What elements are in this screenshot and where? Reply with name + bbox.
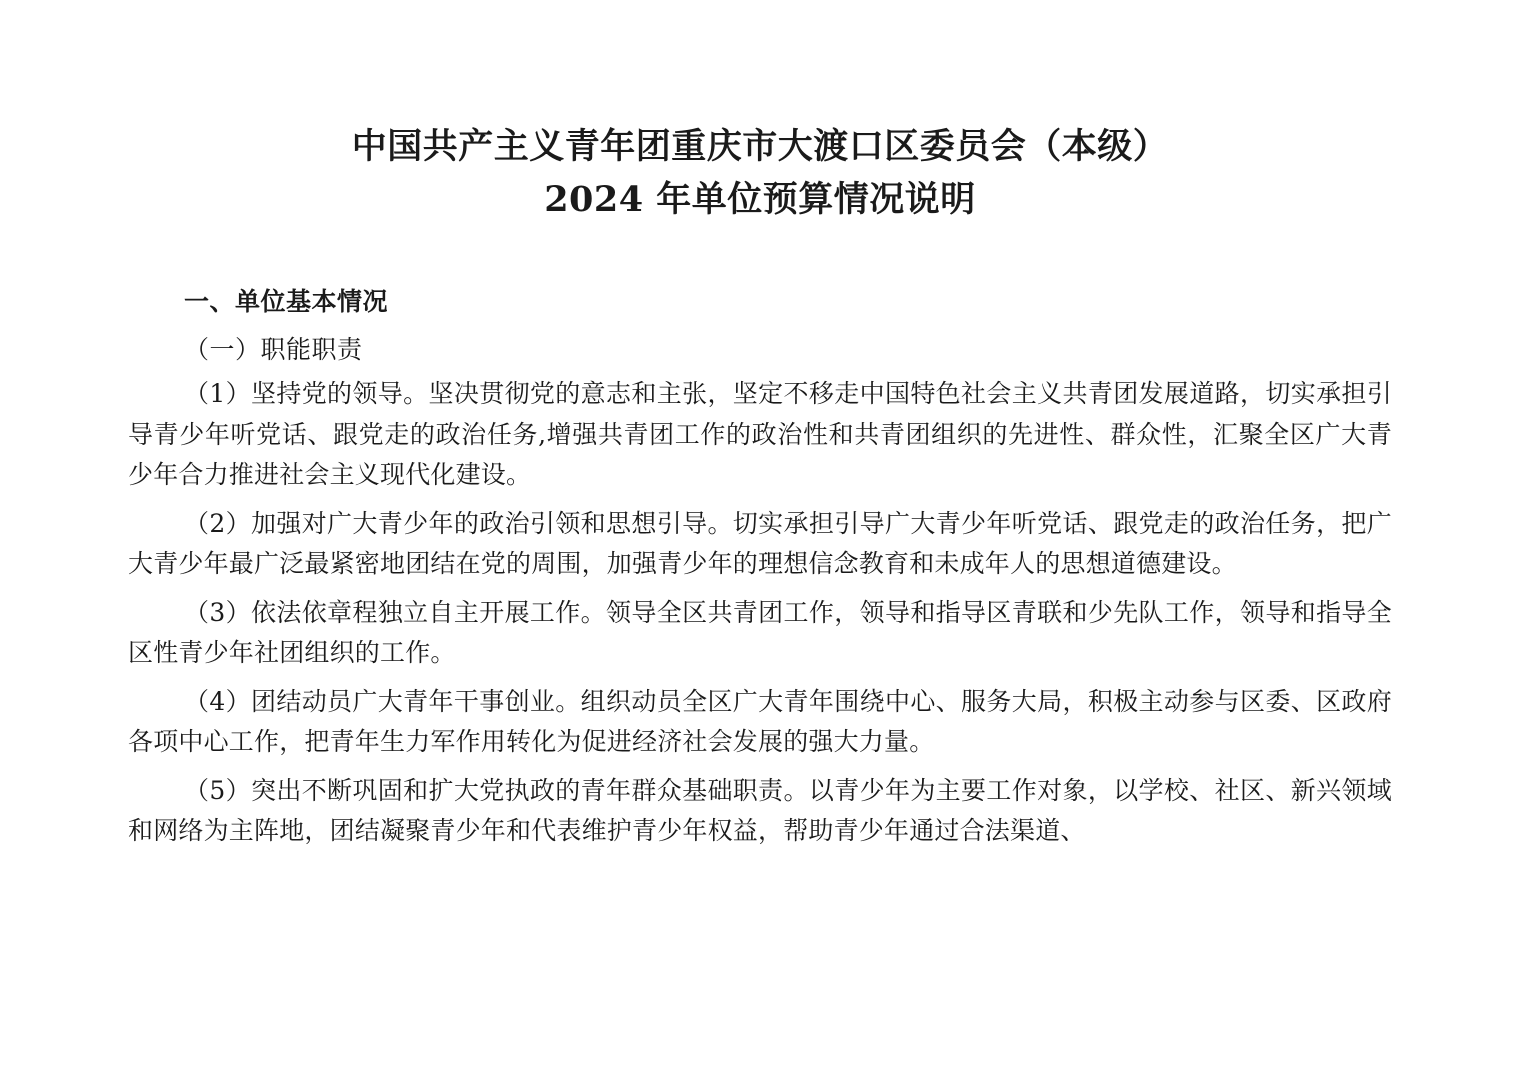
title-line-1: 中国共产主义青年团重庆市大渡口区委员会（本级） bbox=[351, 126, 1169, 167]
title-line-2: 2024 年单位预算情况说明 bbox=[544, 179, 976, 221]
section-heading-basic-info: 一、单位基本情况 bbox=[184, 287, 389, 317]
sub-heading-duties: （一）职能职责 bbox=[184, 335, 363, 365]
paragraph-2: （2）加强对广大青少年的政治引领和思想引导。切实承担引导广大青少年听党话、跟党走的政治任务，把广大青少年最广泛最紧密地团结在党的周围，加强青少年的理想信念教育和未成年人的思想道德建设。 bbox=[128, 508, 1392, 579]
paragraph-1: （1）坚持党的领导。坚决贯彻党的意志和主张，坚定不移走中国特色社会主义共青团发展道路，切实承担引导青少年听党话、跟党走的政治任务,增强共青团工作的政治性和共青团组织的先进性、群众性，汇聚全区广大青少年合力推进社会主义现代化建设。 bbox=[128, 379, 1392, 490]
paragraph-3: （3）依法依章程独立自主开展工作。领导全区共青团工作，领导和指导区青联和少先队工作，领导和指导全区性青少年社团组织的工作。 bbox=[128, 597, 1392, 668]
page-title bbox=[128, 120, 1392, 226]
paragraph-5: （5）突出不断巩固和扩大党执政的青年群众基础职责。以青少年为主要工作对象，以学校、社区、新兴领域和网络为主阵地，团结凝聚青少年和代表维护青少年权益，帮助青少年通过合法渠道、 bbox=[128, 775, 1392, 846]
paragraph-4: （4）团结动员广大青年干事创业。组织动员全区广大青年围绕中心、服务大局，积极主动参与区委、区政府各项中心工作，把青年生力军作用转化为促进经济社会发展的强大力量。 bbox=[128, 686, 1392, 757]
